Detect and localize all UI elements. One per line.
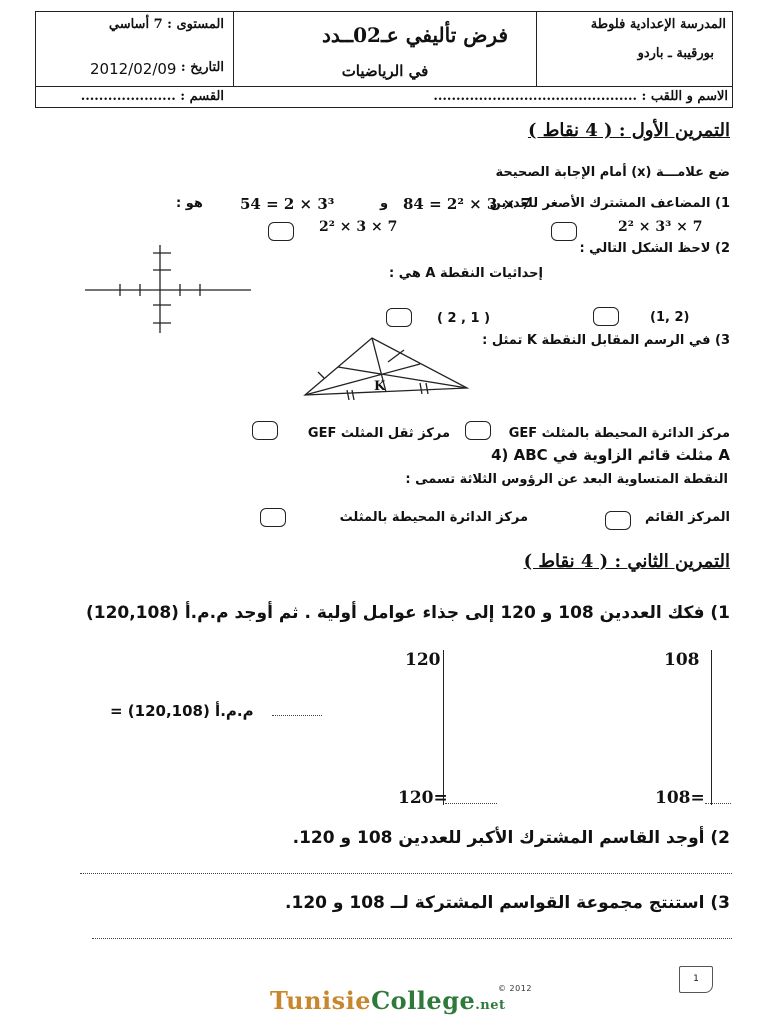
q1-text: 1) المضاعف المشترك الأصغر للعددين — [489, 196, 730, 211]
exercise-2-title: التمرين الثاني : ( 4 نقاط ) — [523, 551, 730, 572]
result-108-answer-line[interactable] — [705, 803, 731, 804]
q1-expression-54: 54 = 2 × 3³ — [240, 195, 335, 213]
lcm-answer-line[interactable] — [272, 715, 322, 716]
q2-option-2-label: ( 2 , 1 ) — [437, 311, 491, 326]
logo-part-1: Tunisie — [270, 986, 372, 1015]
exam-subject: في الرياضيات — [341, 62, 429, 80]
date-label: التاريخ : — [180, 60, 224, 75]
q2-option-2-checkbox[interactable] — [386, 308, 412, 327]
ex2-q1-text: 1) فكك العددين 108 و 120 إلى جذاء عوامل أولية . ثم أوجد م.م.أ (120,108) — [85, 603, 730, 623]
name-field[interactable]: الاسم و اللقب : ............................................. — [433, 89, 728, 104]
factor-108-divider — [711, 650, 712, 805]
q1-option-1-label: 2² × 3³ × 7 — [618, 219, 703, 235]
exam-title: فرض تأليفي عـ02ــدد — [321, 23, 509, 47]
q3-text: 3) في الرسم المقابل النقطة K تمثل : — [482, 333, 730, 348]
header-name-row-divider — [35, 86, 733, 87]
ex2-q2-text: 2) أوجد القاسم المشترك الأكبر للعددين 108 و 120. — [292, 828, 730, 848]
q1-option-2-checkbox[interactable] — [268, 222, 294, 241]
page-number: 1 — [679, 966, 713, 993]
q4-option-2-label: مركز الدائرة المحيطة بالمثلث — [339, 510, 528, 525]
school-name: المدرسة الإعدادية فلوطة — [590, 17, 726, 32]
factor-108-number: 108 — [664, 650, 700, 670]
q4-option-1-label: المركز القائم — [645, 510, 730, 525]
q1-is: هو : — [176, 196, 203, 211]
result-108-label: 108= — [655, 788, 705, 808]
q3-option-2-label: مركز ثقل المثلث GEF — [307, 426, 450, 441]
result-120-label: 120= — [398, 788, 448, 808]
q4-text: 4) ABC مثلث قائم الزاوية في A — [491, 446, 730, 464]
q4-option-2-checkbox[interactable] — [260, 508, 286, 527]
triangle-point-k: K — [374, 379, 386, 394]
logo-copyright: © 2012 — [498, 984, 532, 993]
q1-expression-84: 84 = 2² × 3 × 7 — [403, 195, 531, 213]
result-120-answer-line[interactable] — [445, 803, 497, 804]
ex2-q3-text: 3) استنتج مجموعة القواسم المشتركة لــ 108 و 120. — [285, 893, 730, 913]
logo-part-2: College — [371, 986, 476, 1015]
site-logo — [270, 984, 532, 1015]
q2-option-1-label: (1, 2) — [650, 310, 690, 325]
q1-option-2-label: 2² × 3 × 7 — [319, 219, 398, 235]
ex2-q3-answer-line[interactable] — [92, 938, 732, 939]
lcm-label: م.م.أ (120,108) = — [110, 702, 254, 720]
q2-text: 2) لاحظ الشكل التالي : — [579, 241, 730, 256]
q1-option-1-checkbox[interactable] — [551, 222, 577, 241]
header-divider-left — [233, 11, 234, 86]
exercise-1-instruction: ضع علامـــة (x) أمام الإجابة الصحيحة — [495, 165, 730, 180]
q3-option-1-label: مركز الدائرة المحيطة بالمثلث GEF — [508, 426, 730, 441]
exercise-1-title: التمرين الأول : ( 4 نقاط ) — [527, 120, 730, 141]
factor-120-divider — [443, 650, 444, 805]
q3-option-1-checkbox[interactable] — [465, 421, 491, 440]
q4-subtext: النقطة المتساوية البعد عن الرؤوس الثلاثة تسمى : — [405, 472, 728, 487]
exam-level: المستوى : 7 أساسي — [108, 17, 224, 32]
class-field[interactable]: القسم : ..................... — [80, 89, 224, 104]
header-divider-right — [536, 11, 537, 86]
q1-and: و — [380, 196, 389, 211]
school-location: بورقيبة ـ باردو — [637, 46, 714, 61]
factor-120-number: 120 — [405, 650, 441, 670]
date-value: 2012/02/09 — [90, 60, 177, 78]
q4-option-1-checkbox[interactable] — [605, 511, 631, 530]
q3-option-2-checkbox[interactable] — [252, 421, 278, 440]
q2-option-1-checkbox[interactable] — [593, 307, 619, 326]
coordinate-axes-figure — [85, 245, 255, 335]
q2-subtext: إحداثيات النقطة A هي : — [388, 266, 543, 281]
ex2-q2-answer-line[interactable] — [80, 873, 732, 874]
logo-domain: .net — [475, 998, 506, 1013]
triangle-figure — [300, 330, 480, 405]
